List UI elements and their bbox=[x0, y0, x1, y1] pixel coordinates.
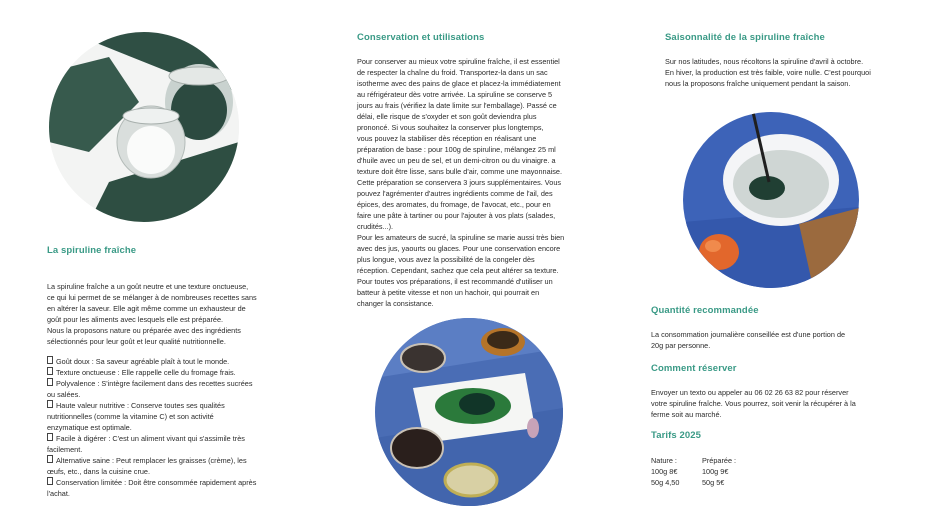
text-line: enzymatique est optimale. bbox=[47, 423, 132, 432]
text-line: Sur nos latitudes, nous récoltons la spiruline d'avril à octobre. bbox=[665, 57, 864, 66]
text-line: Goût doux : Sa saveur agréable plaît à tout le monde. bbox=[56, 357, 230, 366]
text-line: Cette préparation se conservera 3 jours supplémentaires. Vous bbox=[357, 178, 562, 187]
text-line: nutritionnelles (comme la vitamine C) et son activité bbox=[47, 412, 214, 421]
text-line: ou salées. bbox=[47, 390, 81, 399]
text-line: changer la consistance. bbox=[357, 299, 434, 308]
text-line: Haute valeur nutritive : Conserve toutes ses qualités bbox=[56, 401, 225, 410]
section-title-quantite: Quantité recommandée bbox=[651, 305, 759, 316]
text-line: Conservation limitée : Doit être consommée rapidement après bbox=[56, 478, 257, 487]
text-line: crudités...). bbox=[357, 222, 394, 231]
text-line: au réfrigérateur dès votre arrivée. La spiruline se conserve 5 bbox=[357, 90, 553, 99]
list-item bbox=[47, 433, 297, 455]
checkbox-glyph-icon bbox=[47, 400, 53, 408]
text-line: prononcé. Si vous souhaitez la conserver plus longtemps, bbox=[357, 123, 544, 132]
price-header-preparee: Préparée : bbox=[702, 456, 737, 465]
price-cell: 50g 5€ bbox=[702, 478, 725, 487]
text-line: 20g par personne. bbox=[651, 341, 711, 350]
photo-spiruline-bowl bbox=[683, 112, 859, 288]
checkbox-glyph-icon bbox=[47, 378, 53, 386]
text-line: Facile à digérer : C'est un aliment vivant qui s'assimile très bbox=[56, 434, 245, 443]
price-row bbox=[651, 466, 736, 477]
section-title-tarifs: Tarifs 2025 bbox=[651, 430, 702, 441]
text-line: Polyvalence : S'intègre facilement dans des recettes sucrées bbox=[56, 379, 253, 388]
text-line: isotherme avec des pains de glace et placez-la immédiatement bbox=[357, 79, 561, 88]
checkbox-glyph-icon bbox=[47, 433, 53, 441]
text-line: œufs, etc., dans la cuisine crue. bbox=[47, 467, 151, 476]
text-line: facilement. bbox=[47, 445, 83, 454]
text-line: Pour conserver au mieux votre spiruline fraîche, il est essentiel bbox=[357, 57, 560, 66]
intro-text bbox=[47, 281, 297, 347]
list-item bbox=[47, 455, 297, 477]
text-line: ferme soit au marché. bbox=[651, 410, 722, 419]
section-title-saisonnalite: Saisonnalité de la spiruline fraîche bbox=[665, 32, 825, 43]
text-line: faire une pâte à tartiner ou pour l'ajouter à vos plats (salades, bbox=[357, 211, 556, 220]
season-text bbox=[665, 56, 935, 89]
text-line: pouvez l'agrémenter d'autres ingrédients comme de l'ail, des bbox=[357, 189, 553, 198]
text-line: texture doit être lisse, sans bulle d'air, comme une mayonnaise. bbox=[357, 167, 563, 176]
text-line: avec des jus, yaourts ou glaces. Pour une conservation encore bbox=[357, 244, 561, 253]
text-line: La spiruline fraîche a un goût neutre et une texture onctueuse, bbox=[47, 282, 249, 291]
benefits-list bbox=[47, 356, 297, 499]
section-title-spiruline-fraiche: La spiruline fraîche bbox=[47, 245, 137, 256]
price-cell: 100g 9€ bbox=[702, 467, 729, 476]
text-line: jours au frais (vérifiez la date limite sur l'emballage). Passé ce bbox=[357, 101, 557, 110]
list-item bbox=[47, 400, 297, 433]
text-line: Nous la proposons nature ou préparée avec des ingrédients bbox=[47, 326, 241, 335]
list-item bbox=[47, 477, 297, 499]
order-text bbox=[651, 387, 931, 420]
text-line: Alternative saine : Peut remplacer les graisses (crème), les bbox=[56, 456, 247, 465]
list-item bbox=[47, 356, 297, 367]
text-line: nous la proposons fraîche uniquement pendant la saison. bbox=[665, 79, 851, 88]
text-line: réception. Cependant, sachez que cela peut altérer sa texture. bbox=[357, 266, 559, 275]
text-line: Envoyer un texto ou appeler au 06 02 26 63 82 pour réserver bbox=[651, 388, 849, 397]
text-line: Texture onctueuse : Elle rappelle celle du fromage frais. bbox=[56, 368, 236, 377]
text-line: En hiver, la production est très faible, voire nulle. C'est pourquoi bbox=[665, 68, 871, 77]
checkbox-glyph-icon bbox=[47, 367, 53, 375]
conservation-text bbox=[357, 56, 607, 309]
price-header-nature: Nature : bbox=[651, 456, 677, 465]
price-header-row bbox=[651, 455, 736, 466]
text-line: en altérer la saveur. Elle agit même comme un exhausteur de bbox=[47, 304, 246, 313]
price-table bbox=[651, 455, 736, 488]
checkbox-glyph-icon bbox=[47, 477, 53, 485]
text-line: vous pouvez la stabiliser dès réception en réalisant une bbox=[357, 134, 537, 143]
text-line: goût pour les aliments avec lesquels elle est préparée. bbox=[47, 315, 224, 324]
text-line: La consommation journalière conseillée est d'une portion de bbox=[651, 330, 846, 339]
text-line: épices, des aromates, du fromage, de l'avocat, etc., pour en bbox=[357, 200, 551, 209]
text-line: batteur à petite vitesse et non un hachoir, qui pourrait en bbox=[357, 288, 540, 297]
photo-spiruline-jars bbox=[49, 32, 239, 222]
list-item bbox=[47, 367, 297, 378]
section-title-conservation: Conservation et utilisations bbox=[357, 32, 485, 43]
text-line: délai, elle risque de s'oxyder et son goût deviendra plus bbox=[357, 112, 537, 121]
checkbox-glyph-icon bbox=[47, 455, 53, 463]
photo-spiruline-table bbox=[375, 318, 563, 506]
checkbox-glyph-icon bbox=[47, 356, 53, 364]
price-cell: 50g 4,50 bbox=[651, 478, 680, 487]
list-item bbox=[47, 378, 297, 400]
price-row bbox=[651, 477, 736, 488]
text-line: de respecter la chaîne du froid. Transportez-la dans un sac bbox=[357, 68, 548, 77]
text-line: préparation de base : pour 100g de spiruline, mélangez 25 ml bbox=[357, 145, 556, 154]
text-line: votre spiruline fraîche. Vous pourrez, soit venir la récupérer à la bbox=[651, 399, 856, 408]
text-line: Pour les amateurs de sucré, la spiruline se marie aussi très bien bbox=[357, 233, 565, 242]
quantity-text bbox=[651, 329, 931, 351]
text-line: Pour toutes vos préparations, il est recommandé d'utiliser un bbox=[357, 277, 553, 286]
text-line: ce qui lui permet de se mélanger à de nombreuses recettes sans bbox=[47, 293, 257, 302]
text-line: d'huile avec un peu de sel, et un demi-citron ou du vinaigre. a bbox=[357, 156, 556, 165]
section-title-reserver: Comment réserver bbox=[651, 363, 737, 374]
text-line: plus longue, vous avez la possibilité de la congeler dès bbox=[357, 255, 535, 264]
text-line: sélectionnés pour leur goût et leur qualité nutritionnelle. bbox=[47, 337, 226, 346]
price-cell: 100g 8€ bbox=[651, 467, 678, 476]
text-line: l'achat. bbox=[47, 489, 70, 498]
